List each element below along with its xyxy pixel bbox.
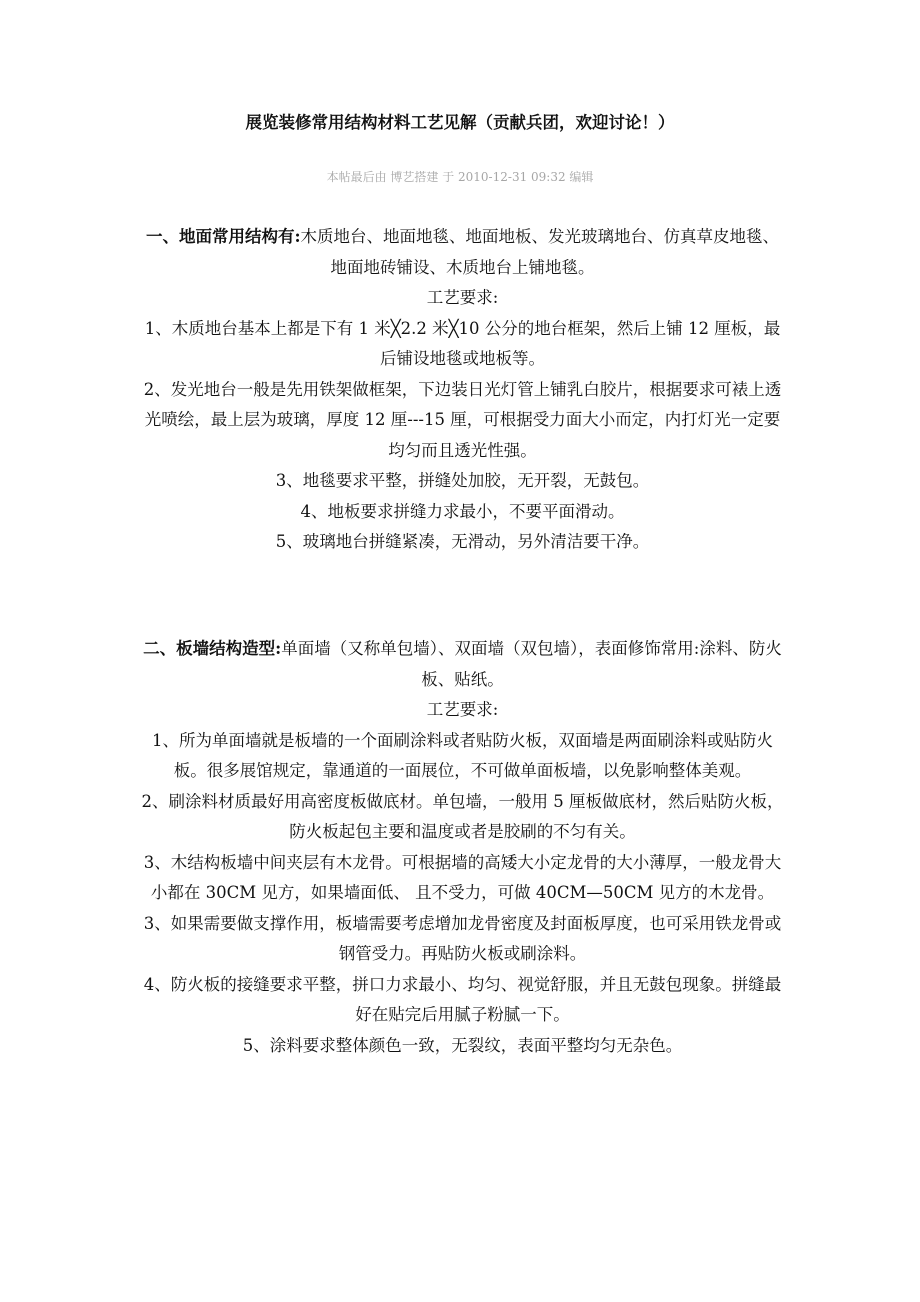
list-item: 3、如果需要做支撑作用，板墙需要考虑增加龙骨密度及封面板厚度，也可采用铁龙骨或钢管受力。再贴防火板或刷涂料。 bbox=[143, 913, 782, 963]
section-floor-structures bbox=[140, 222, 785, 558]
section-intro-text: 单面墙（又称单包墙）、双面墙（双包墙），表面修饰常用:涂料、防火板、贴纸。 bbox=[281, 639, 782, 689]
list-item: 5、涂料要求整体颜色一致，无裂纹，表面平整均匀无杂色。 bbox=[242, 1035, 683, 1055]
section-intro-text: 木质地台、地面地毯、地面地板、发光玻璃地台、仿真草皮地毯、地面地砖铺设、木质地台上铺地毯。 bbox=[300, 227, 780, 277]
list-item: 3、木结构板墙中间夹层有木龙骨。可根据墙的高矮大小定龙骨的大小薄厚，一般龙骨大小都在 30CM 见方，如果墙面低、 且不受力，可做 40CM—50CM 见方的木龙骨。 bbox=[143, 852, 782, 902]
section-wall-structures bbox=[140, 634, 785, 1061]
section-intro bbox=[140, 634, 785, 695]
list-item: 5、玻璃地台拼缝紧凑，无滑动，另外清洁要干净。 bbox=[275, 532, 650, 551]
requirements-label: 工艺要求: bbox=[426, 288, 499, 307]
list-item: 2、发光地台一般是先用铁架做框架，下边装日光灯管上铺乳白胶片，根据要求可裱上透光喷绘，最上层为玻璃，厚度 12 厘---15 厘，可根据受力面大小而定，内打灯光一定要均匀而且透光性强。 bbox=[143, 379, 782, 460]
list-item: 4、防火板的接缝要求平整，拼口力求最小、均匀、视觉舒服，并且无鼓包现象。拼缝最好在贴完后用腻子粉腻一下。 bbox=[143, 974, 782, 1024]
requirements-label: 工艺要求: bbox=[426, 700, 499, 719]
document-title: 展览装修常用结构材料工艺见解（贡献兵团，欢迎讨论！） bbox=[245, 113, 675, 132]
edit-note: 本帖最后由 博艺搭建 于 2010-12-31 09:32 编辑 bbox=[326, 170, 594, 184]
list-item: 3、地毯要求平整，拼缝处加胶，无开裂，无鼓包。 bbox=[275, 471, 650, 490]
list-item: 2、刷涂料材质最好用高密度板做底材。单包墙，一般用 5 厘板做底材，然后贴防火板，防火板起包主要和温度或者是胶刷的不匀有关。 bbox=[141, 791, 784, 841]
section-intro bbox=[140, 222, 785, 283]
section-heading: 二、板墙结构造型: bbox=[143, 639, 282, 658]
list-item: 4、地板要求拼缝力求最小，不要平面滑动。 bbox=[300, 501, 625, 521]
section-heading: 一、地面常用结构有: bbox=[145, 227, 301, 246]
list-item: 1、所为单面墙就是板墙的一个面刷涂料或者贴防火板，双面墙是两面刷涂料或贴防火板。很多展馆规定，靠通道的一面展位，不可做单面板墙，以免影响整体美观。 bbox=[152, 730, 773, 780]
list-item: 1、木质地台基本上都是下有 1 米╳2.2 米╳10 公分的地台框架，然后上铺 12 厘板，最后铺设地毯或地板等。 bbox=[144, 318, 781, 368]
